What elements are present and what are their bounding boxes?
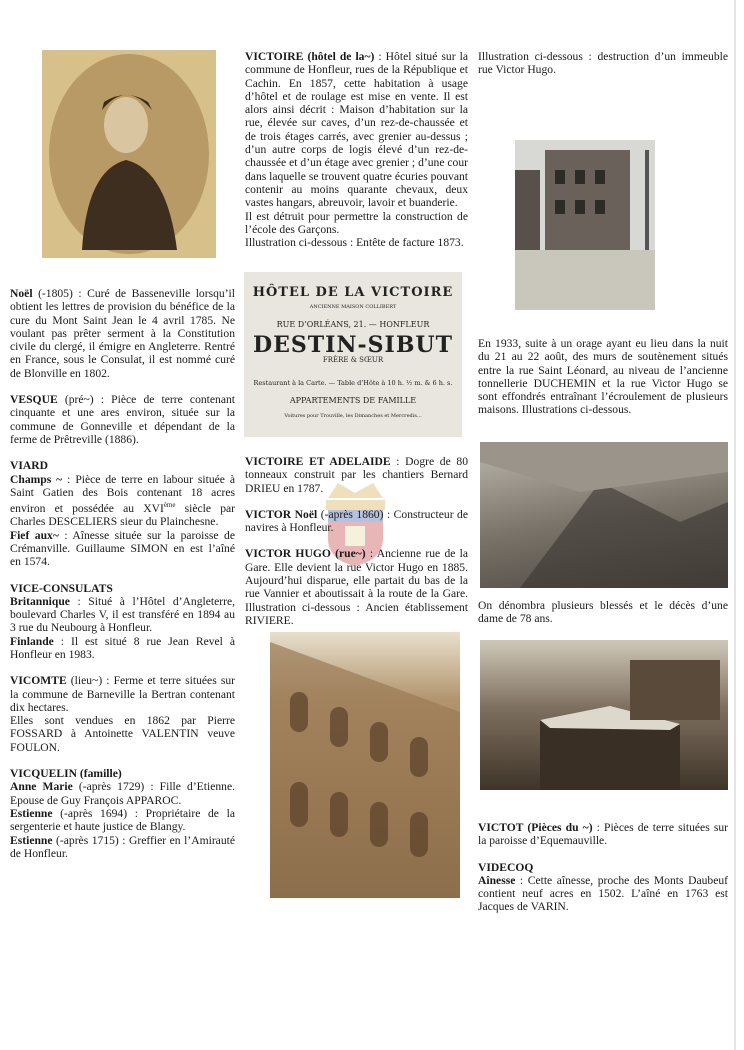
entry-vicomte-2: Elles sont vendues en 1862 par Pierre FOSSARD à Antoinette VALENTIN veuve FOULON. [10, 714, 235, 754]
caption-facture: Illustration ci-dessous : Entête de facture 1873. [245, 236, 464, 250]
entry-victoire-adelaide: VICTOIRE ET ADELAIDE : Dogre de 80 tonneaux construit par les chantiers Bernard DRIEU en 1787. [245, 455, 468, 495]
riviere-building-photo [270, 632, 460, 898]
entry-noel: Noël (-1805) : Curé de Basseneville lorsqu’il obtient les lettres de provision du bénéfice de la cure du Mont Saint Jean le 4 avril 1785. Ne voulant pas prêter serment à la Constitution civile du clergé, il émigre en Angleterre. Rentré en France, sous le Consulat, il est nommé curé de Blonville en 1802. [10, 287, 235, 380]
entry-viard-fief: Fief aux~ : Aînesse située sur la paroisse de Crémanville. Guillaume SIMON en est l’aîné en 1574. [10, 528, 235, 569]
text-blesses: On dénombra plusieurs blessés et le décès d’une dame de 78 ans. [478, 599, 728, 626]
entry-victor-noel: VICTOR Noël (-après 1860) : Constructeur de navires à Honfleur. [245, 507, 469, 535]
entry-finlande: Finlande : Il est situé 8 rue Jean Revel à Honfleur en 1983. [10, 634, 235, 661]
entry-vicomte: VICOMTE (lieu~) : Ferme et terre situées sur la commune de Barneville la Bertran contenant dix hectares. [10, 674, 235, 714]
portrait-photo [42, 50, 216, 258]
entry-videcoq-ainesse: Aînesse : Cette aînesse, proche des Monts Daubeuf contient neuf acres en 1502. L’aîné en 1763 est Jacques de VARIN. [478, 873, 728, 914]
entry-estienne-1: Estienne (-après 1694) : Propriétaire de la sergenterie et haute justice de Blangy. [10, 806, 235, 834]
heading-viard: VIARD [10, 459, 49, 473]
heading-videcoq: VIDECOQ [478, 860, 534, 874]
entry-anne-marie: Anne Marie (-après 1729) : Fille d’Etienne. Epouse de Guy François APPAROC. [10, 780, 235, 807]
invoice-header-image: HÔTEL DE LA VICTOIRE ANCIENNE MAISON COLLIBERT RUE D’ORLÉANS, 21. — HONFLEUR DESTIN-SIBUT FRÈRE & SŒUR Restaurant à la Carte. — Table d’Hôte à 10 h. ½ m. & 6 h. s. APPARTEMENTS DE FAMILLE Voitures pour Trouville, les Dimanches et Mercredis... [244, 272, 462, 437]
scan-edge [734, 0, 736, 1050]
entry-viard-champs: Champs ~ : Pièce de terre en labour située à Saint Gatien des Bois contenant 18 acres environ et possédée au XVIème siècle par Charles DESCELIERS sieur du Plainchesne. [10, 472, 235, 529]
entry-vesque: VESQUE (pré~) : Pièce de terre contenant cinquante et une ares environ, située sur la commune de Gonneville et dépendant de la ferme de Prêtreville (1886). [10, 393, 235, 446]
collapse-photo-2 [480, 640, 728, 790]
destroyed-building-photo [515, 140, 655, 310]
caption-destruction: Illustration ci-dessous : destruction d’un immeuble rue Victor Hugo. [478, 50, 728, 77]
entry-victor-hugo: VICTOR HUGO (rue~) : Ancienne rue de la Gare. Elle devient la rue Victor Hugo en 1885. Aujourd’hui disparue, elle partait du bas de la rue Vannier et aboutissait à la route de la Gare. Illustration ci-dessous : Ancien établissement RIVIERE. [245, 547, 469, 627]
entry-estienne-2: Estienne (-après 1715) : Greffier en l’Amirauté de Honfleur. [10, 833, 235, 860]
collapse-photo-1 [480, 442, 728, 588]
text-orage-1933: En 1933, suite à un orage ayant eu lieu dans la nuit du 21 au 22 août, des murs de soutènement situés entre la rue Saint Léonard, au niveau de l’ancienne tonnellerie DUCHEMIN et la rue Victor Hugo se sont effondrés entraînant l’écroulement de plusieurs maisons. Illustrations ci-dessous. [478, 337, 728, 417]
heading-vice-consulats: VICE-CONSULATS [10, 581, 113, 595]
entry-victoire-hotel: VICTOIRE (hôtel de la~) : Hôtel situé sur la commune de Honfleur, rues de la République et Cachin. En 1857, cette habitation à usage d’hôtel et de roulage est mise en vente. Il est alors ainsi décrit : Maison d’habitation sur la rue, élevée sur caves, d’un rez-de-chaussée et de trois étages carrés, avec grenier au-dessus ; d’un autre corps de logis élevé d’un rez-de-chaussée et d’un étage avec grenier ; d’une cour dans laquelle se trouvent quatre écuries pouvant contenir au moins quarante chevaux, deux vastes hangars, abreuvoir, lavoir et buanderie. [245, 50, 468, 210]
entry-britannique: Britannique : Situé à l’Hôtel d’Angleterre, boulevard Charles V, il est transféré en 1894 au 3 rue du Neubourg à Honfleur. [10, 594, 235, 635]
entry-victoire-detruit: Il est détruit pour permettre la construction de l’école des Garçons. [245, 209, 468, 236]
entry-victot: VICTOT (Pièces du ~) : Pièces de terre situées sur la paroisse d’Equemauville. [478, 821, 728, 848]
heading-vicquelin: VICQUELIN (famille) [10, 767, 122, 781]
